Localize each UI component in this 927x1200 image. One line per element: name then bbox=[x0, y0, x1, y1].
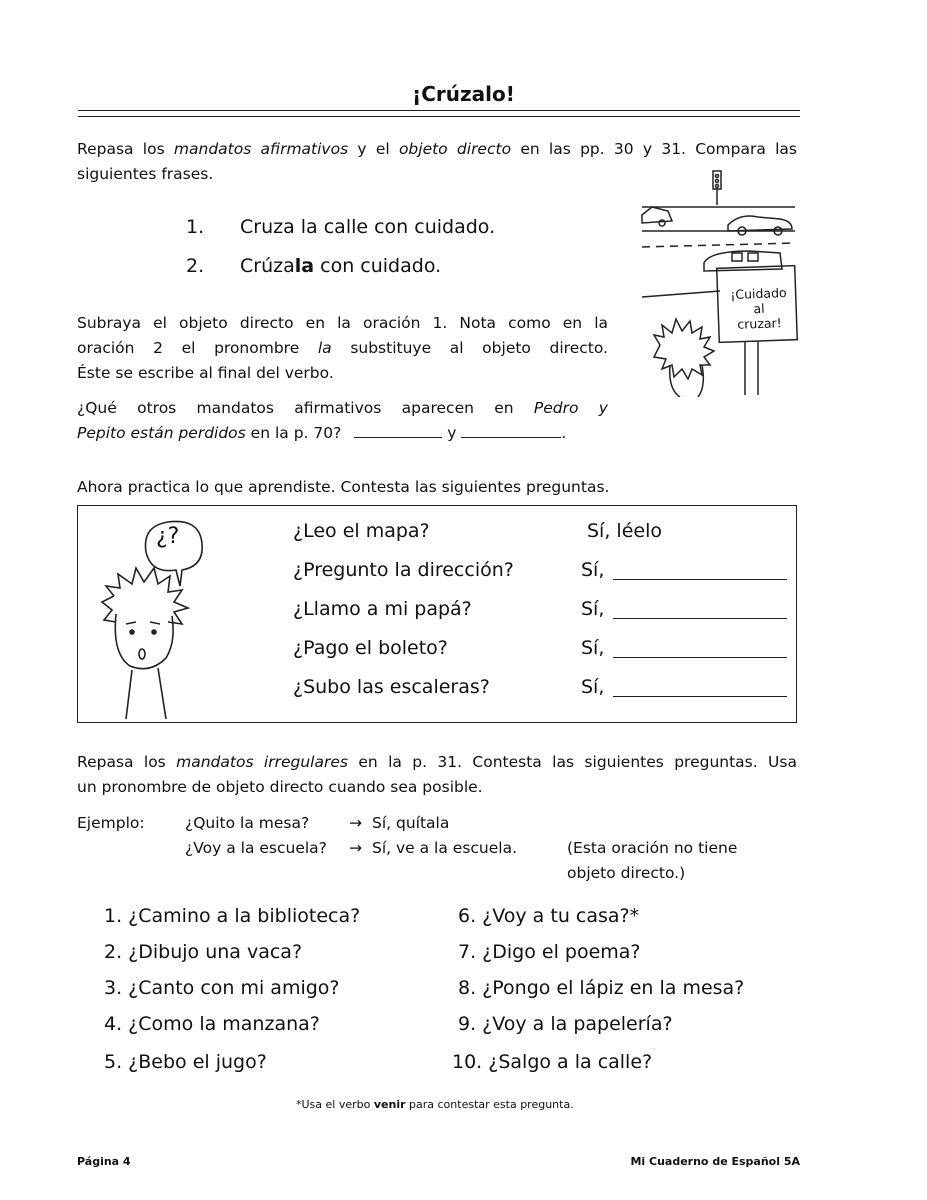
arrow-icon: → bbox=[349, 814, 362, 832]
practice-answer-3-prefix: Sí, bbox=[581, 598, 605, 620]
page-title: ¡Crúzalo! bbox=[412, 82, 515, 106]
other-commands-question bbox=[77, 396, 608, 446]
sign-line-3: cruzar! bbox=[737, 315, 782, 332]
car-left-icon bbox=[642, 207, 672, 223]
exercise-10: 10. ¿Salgo a la calle? bbox=[452, 1051, 653, 1073]
practice-answer-4-prefix: Sí, bbox=[581, 637, 605, 659]
practice-answer-5-prefix: Sí, bbox=[581, 676, 605, 698]
example-question-2: ¿Voy a la escuela? bbox=[185, 839, 327, 857]
boy-face-icon bbox=[115, 614, 173, 669]
footer-book-title: Mi Cuaderno de Español 5A bbox=[630, 1155, 800, 1168]
irregular-italic: mandatos irregulares bbox=[176, 753, 348, 771]
practice-intro: Ahora practica lo que aprendiste. Contesta las siguientes preguntas. bbox=[77, 478, 610, 496]
intro-text-1: Repasa los bbox=[77, 140, 174, 158]
example-question-1: ¿Quito la mesa? bbox=[185, 814, 310, 832]
title-rule-bottom bbox=[78, 116, 800, 117]
practice-answer-1: Sí, léelo bbox=[587, 520, 662, 542]
practice-answer-line-3[interactable] bbox=[613, 618, 787, 619]
practice-question-2: ¿Pregunto la dirección? bbox=[293, 559, 514, 581]
irregular-text-2: en la p. 31. Contesta las siguientes preguntas. Usa bbox=[347, 753, 797, 771]
boy-head-icon bbox=[670, 365, 704, 397]
underline-line-2-italic: la bbox=[317, 339, 332, 357]
exercise-6: 6. ¿Voy a tu casa?* bbox=[458, 905, 640, 927]
footer-page-number: Página 4 bbox=[77, 1155, 131, 1168]
practice-question-1: ¿Leo el mapa? bbox=[293, 520, 430, 542]
practice-question-3: ¿Llamo a mi papá? bbox=[293, 598, 472, 620]
exercise-8: 8. ¿Pongo el lápiz en la mesa? bbox=[458, 977, 745, 999]
boy-neck-icon bbox=[126, 668, 166, 719]
boy-hair-icon bbox=[106, 568, 188, 624]
practice-question-4: ¿Pago el boleto? bbox=[293, 637, 448, 659]
sentence-2-part-b: con cuidado. bbox=[314, 255, 442, 277]
footnote-a: *Usa el verbo bbox=[296, 1098, 374, 1111]
example-answer-1: Sí, quítala bbox=[372, 814, 450, 832]
arrow-icon: → bbox=[349, 839, 362, 857]
other-commands-text: ¿Qué otros mandatos afirmativos aparecen en bbox=[77, 399, 534, 417]
exercise-2: 2. ¿Dibujo una vaca? bbox=[104, 941, 303, 963]
example-note-line-2: objeto directo.) bbox=[567, 864, 686, 882]
other-commands-italic: Pedro y bbox=[533, 399, 608, 417]
speech-bubble-text: ¿? bbox=[156, 524, 180, 549]
underline-line-3: Éste se escribe al final del verbo. bbox=[77, 364, 334, 382]
underline-line-1: Subraya el objeto directo en la oración 1. Nota como en la bbox=[77, 314, 608, 332]
caution-sign-text bbox=[717, 285, 801, 333]
practice-answer-2-prefix: Sí, bbox=[581, 559, 605, 581]
sentence-1-number: 1. bbox=[186, 216, 205, 238]
practice-answer-line-5[interactable] bbox=[613, 696, 787, 697]
irregular-line-2: un pronombre de objeto directo cuando sea posible. bbox=[77, 778, 483, 796]
car-right-icon bbox=[728, 216, 792, 231]
footnote-verb: venir bbox=[373, 1098, 406, 1111]
practice-answer-line-2[interactable] bbox=[613, 579, 787, 580]
intro-italic-1: mandatos afirmativos bbox=[173, 140, 349, 158]
sentence-2-number: 2. bbox=[186, 255, 205, 277]
connector-y: y bbox=[447, 424, 457, 442]
underline-line-2 bbox=[77, 336, 608, 361]
street-crossing-illustration bbox=[640, 165, 800, 397]
sentence-2-text bbox=[240, 255, 441, 277]
exercise-5: 5. ¿Bebo el jugo? bbox=[104, 1051, 267, 1073]
intro-italic-2: objeto directo bbox=[398, 140, 512, 158]
practice-answer-line-4[interactable] bbox=[613, 657, 787, 658]
practice-box bbox=[77, 505, 797, 723]
title-rule-top bbox=[78, 110, 800, 111]
exercise-4: 4. ¿Como la manzana? bbox=[104, 1013, 320, 1035]
exercise-3: 3. ¿Canto con mi amigo? bbox=[104, 977, 340, 999]
exercise-1: 1. ¿Camino a la biblioteca? bbox=[104, 905, 361, 927]
sentence-2-pronoun: la bbox=[294, 255, 315, 277]
irregular-text-1: Repasa los bbox=[77, 753, 177, 771]
practice-question-5: ¿Subo las escaleras? bbox=[293, 676, 490, 698]
intro-line-2: siguientes frases. bbox=[77, 165, 214, 183]
exercise-9: 9. ¿Voy a la papelería? bbox=[458, 1013, 673, 1035]
sign-line-1: ¡Cuidado bbox=[730, 285, 787, 302]
other-commands-page: en la p. 70? bbox=[245, 424, 342, 442]
underline-instruction bbox=[77, 311, 608, 386]
footnote-b: para contestar esta pregunta. bbox=[405, 1098, 574, 1111]
irregular-intro bbox=[77, 750, 797, 800]
other-commands-line-2 bbox=[77, 421, 608, 446]
sentence-end: . bbox=[561, 424, 567, 442]
underline-line-2-b: substituye al objeto directo. bbox=[331, 339, 608, 357]
example-label: Ejemplo: bbox=[77, 814, 145, 832]
boy-hair-icon bbox=[654, 319, 714, 379]
intro-text-2: y el bbox=[348, 140, 399, 158]
underline-line-2-a: oración 2 el pronombre bbox=[77, 339, 318, 357]
sign-line-2: al bbox=[753, 300, 765, 317]
sentence-1-text: Cruza la calle con cuidado. bbox=[240, 216, 496, 238]
answer-blank-2[interactable] bbox=[461, 421, 561, 438]
answer-blank-1[interactable] bbox=[354, 421, 442, 438]
intro-text-3: en las pp. 30 y 31. Compara las bbox=[511, 140, 797, 158]
sentence-2-part-a: Crúza bbox=[240, 255, 295, 277]
example-note-line-1: (Esta oración no tiene bbox=[567, 839, 738, 857]
book-title: Pepito están perdidos bbox=[77, 424, 246, 442]
other-commands-line-1 bbox=[77, 396, 608, 421]
example-answer-2: Sí, ve a la escuela. bbox=[372, 839, 518, 857]
exercise-7: 7. ¿Digo el poema? bbox=[458, 941, 641, 963]
footnote bbox=[296, 1098, 574, 1111]
